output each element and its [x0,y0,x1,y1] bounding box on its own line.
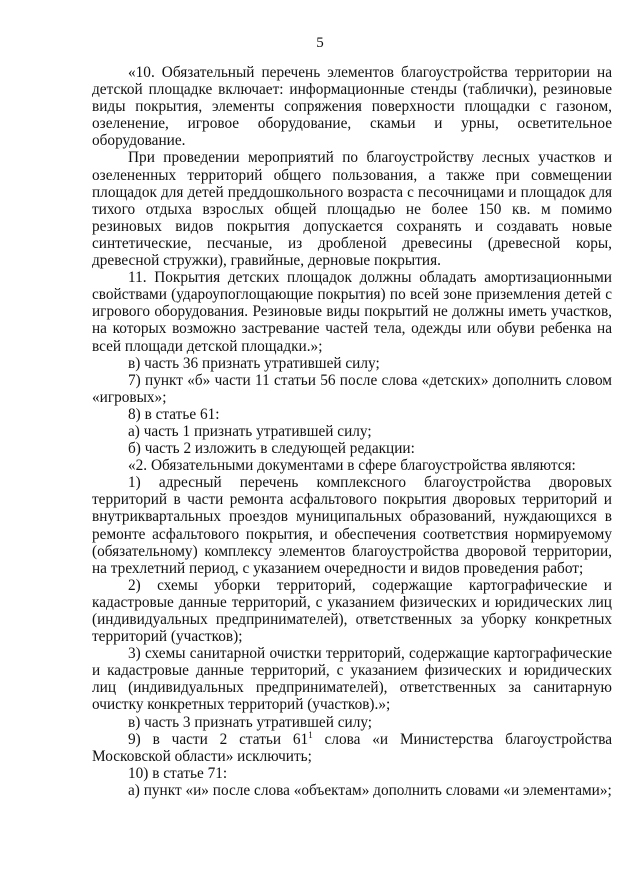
paragraph-7: 7) пункт «б» части 11 статьи 56 после слова «детских» дополнить словом «игровых»; [92,371,612,406]
paragraph-list-2: 2) схемы уборки территорий, содержащие картографические и кадастровые данные территорий, с указанием физических и юридических лиц (индивидуальных предпринимателей), ответственных за уборку конкретных территорий (участков); [92,576,612,646]
paragraph-8: 8) в статье 61: [128,405,220,423]
document-body [92,64,612,799]
paragraph-10a: а) пункт «и» после слова «объектам» дополнить словами «и элементами»; [128,781,612,799]
paragraph-part-36: в) часть 36 признать утратившей силу; [128,354,380,372]
paragraph-8b: б) часть 2 изложить в следующей редакции: [128,440,415,458]
paragraph-item-11: 11. Покрытия детских площадок должны обладать амортизационными свойствами (удароупоглощающие покрытия) по всей зоне приземления детей с игрового оборудования. Резиновые виды покрытий не должны иметь участков, на которых возможно застревание частей тела, одежды или обуви ребенка на всей площади детской площадки.»; [92,269,612,355]
page-number: 5 [316,35,324,51]
paragraph-9-start: 9) в части 2 статьи 61 [128,730,309,748]
paragraph-part-2-intro: «2. Обязательными документами в сфере благоустройства являются: [128,457,576,475]
paragraph-item-10: «10. Обязательный перечень элементов благоустройства территории на детской площадке включает: информационные стенды (таблички), резиновые виды покрытия, элементы сопряжения поверхности площадки с газоном, озеленение, игровое оборудование, скамьи и урны, осветительное оборудование. [92,64,612,150]
paragraph-9 [92,731,612,765]
paragraph-forest-areas: При проведении мероприятий по благоустройству лесных участков и озелененных территорий общего пользования, а также при совмещении площадок для детей преддошкольного возраста с песочницами и площадок для тихого отдыха взрослых общей площадью не более 150 кв. м помимо резиновых видов покрытия допускается сохранять и создавать новые синтетические, песчаные, из дробленой древесины (древесной коры, древесной стружки), гравийные, дерновые покрытия. [92,149,612,270]
paragraph-part-3: в) часть 3 признать утратившей силу; [128,713,373,731]
paragraph-8a: а) часть 1 признать утратившей силу; [128,422,372,440]
article-superscript: 1 [308,729,313,740]
paragraph-list-1: 1) адресный перечень комплексного благоустройства дворовых территорий в части ремонта асфальтового покрытия дворовых территорий и внутриквартальных проездов муниципальных образований, нуждающихся в ремонте асфальтового покрытия, и обеспечения соответствия нормируемому (обязательному) комплексу элементов благоустройства дворовой территории, на трехлетний период, с указанием очередности и видов проведения работ; [92,474,612,577]
paragraph-list-3: 3) схемы санитарной очистки территорий, содержащие картографические и кадастровые данные территорий, с указанием физических и юридических лиц (индивидуальных предпринимателей), ответственных за санитарную очистку конкретных территорий (участков).»; [92,645,612,714]
paragraph-9-end: слова «и Министерства благоустройства Московской области» исключить; [92,730,613,765]
paragraph-10: 10) в статье 71: [128,764,228,782]
